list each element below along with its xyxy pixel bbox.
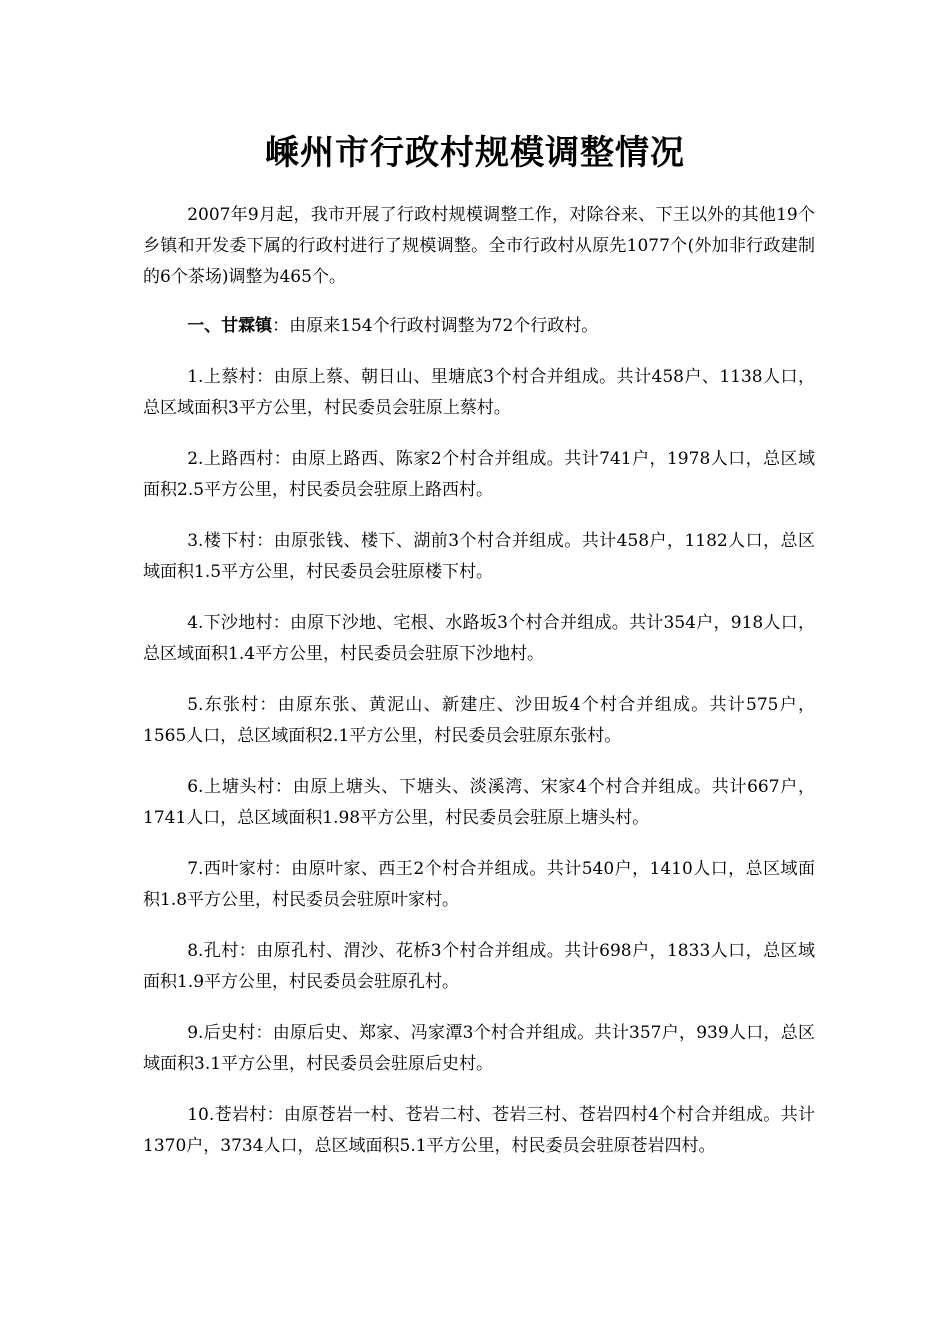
section-paragraph [143,311,815,342]
list-item: 6.上塘头村：由原上塘头、下塘头、淡溪湾、宋家4个村合并组成。共计667户，1741人口，总区域面积1.98平方公里，村民委员会驻原上塘头村。 [143,777,815,828]
section-text: ：由原来154个行政村调整为72个行政村。 [272,316,599,336]
list-item: 7.西叶家村：由原叶家、西王2个村合并组成。共计540户，1410人口，总区域面积1.8平方公里，村民委员会驻原叶家村。 [143,859,815,910]
list-item: 4.下沙地村：由原下沙地、宅根、水路坂3个村合并组成。共计354户，918人口，总区域面积1.4平方公里，村民委员会驻原下沙地村。 [143,613,815,664]
list-item: 2.上路西村：由原上路西、陈家2个村合并组成。共计741户，1978人口，总区域面积2.5平方公里，村民委员会驻原上路西村。 [143,449,815,500]
list-item: 9.后史村：由原后史、郑家、冯家潭3个村合并组成。共计357户，939人口，总区域面积3.1平方公里，村民委员会驻原后史村。 [143,1023,815,1074]
list-item: 8.孔村：由原孔村、渭沙、花桥3个村合并组成。共计698户，1833人口，总区域面积1.9平方公里，村民委员会驻原孔村。 [143,941,815,992]
document-body [143,200,815,1182]
list-item: 5.东张村：由原东张、黄泥山、新建庄、沙田坂4个村合并组成。共计575户，1565人口，总区域面积2.1平方公里，村民委员会驻原东张村。 [143,695,815,746]
list-item: 1.上蔡村：由原上蔡、朝日山、里塘底3个村合并组成。共计458户、1138人口，总区域面积3平方公里，村民委员会驻原上蔡村。 [143,367,815,418]
page-title: 嵊州市行政村规模调整情况 [265,133,685,173]
list-item: 10.苍岩村：由原苍岩一村、苍岩二村、苍岩三村、苍岩四村4个村合并组成。共计1370户，3734人口，总区域面积5.1平方公里，村民委员会驻原苍岩四村。 [143,1105,815,1156]
section-heading: 一、甘霖镇 [187,316,273,336]
intro-paragraph: 2007年9月起，我市开展了行政村规模调整工作，对除谷来、下王以外的其他19个乡镇和开发委下属的行政村进行了规模调整。全市行政村从原先1077个(外加非行政建制的6个茶场)调整为465个。 [143,205,815,287]
list-item: 3.楼下村：由原张钱、楼下、湖前3个村合并组成。共计458户，1182人口，总区域面积1.5平方公里，村民委员会驻原楼下村。 [143,531,815,582]
